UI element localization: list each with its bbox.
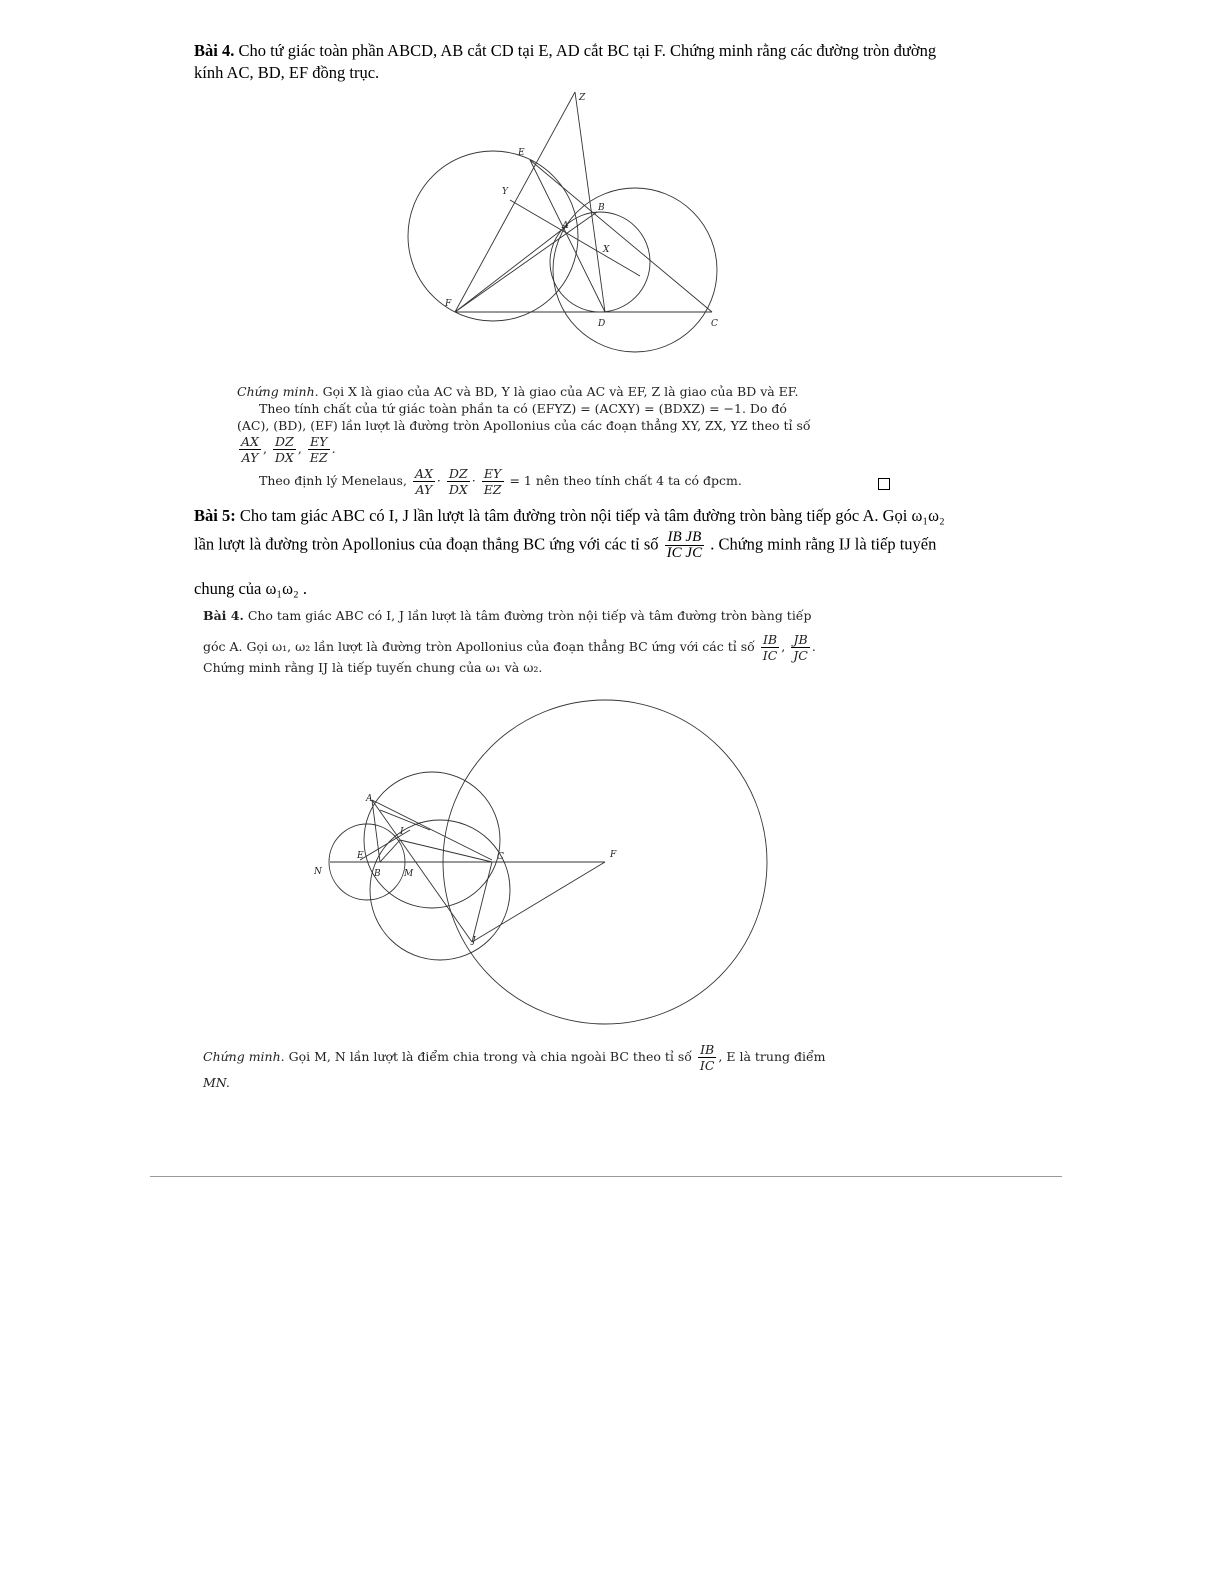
- proof-4-text-1: Gọi X là giao của AC và BD, Y là giao của AC và EF, Z là giao của BD và EF.: [322, 384, 799, 399]
- fig2-label-m: M: [404, 869, 414, 879]
- problem-4-line-1: [194, 40, 936, 62]
- menelaus-ax-ay: $\frac{AX}{AY}$: [414, 466, 433, 497]
- proof-4-line-4: Theo định lý Menelaus, $\frac{AX}{AY}$ · $\frac{DZ}{DX}$ · $\frac{EY}{EZ}$ = 1 nên theo tính chất 4 ta có đpcm.: [259, 466, 742, 497]
- problem-5-line-3: chung của ω₁ω₂ .: [194, 579, 307, 598]
- proof-4-label: Chứng minh.: [237, 384, 319, 399]
- problem-4-text: Cho tứ giác toàn phần ABCD, AB cắt CD tại E, AD cắt BC tại F. Chứng minh rằng các đường tròn đường: [238, 41, 937, 60]
- problem-5-line-2: lần lượt là đường tròn Apollonius của đoạn thẳng BC ứng với các tỉ số $\frac{\text{IB JB}}{\text{IC JC}}$ . Chứng minh rằng IJ là tiếp tuyến: [194, 529, 937, 561]
- fig2-label-f: F: [610, 850, 617, 860]
- label-y: Y: [502, 187, 508, 197]
- fig2-label-a: A: [366, 794, 373, 804]
- circle-upper: [364, 772, 500, 908]
- scan-ratio-ib-ic: $\frac{IB}{IC}$: [762, 632, 778, 663]
- figure-complete-quadrilateral: [400, 82, 730, 357]
- proof-4-line-2: Theo tính chất của tứ giác toàn phần ta có (EFYZ) = (ACXY) = (BDXZ) = −1. Do đó: [259, 401, 787, 416]
- problem-5-line-1: Bài 5: Cho tam giác ABC có I, J lần lượt là tâm đường tròn nội tiếp và tâm đường tròn bàng tiếp góc A. Gọi ω₁ω₂: [194, 506, 945, 525]
- problem-5-heading: Bài 5:: [194, 506, 236, 525]
- proof-5-line-2: MN.: [203, 1075, 230, 1090]
- fig2-label-n: N: [314, 867, 322, 877]
- label-a: A: [562, 221, 569, 231]
- proof-4-ratios: $\frac{AX}{AY}$ , $\frac{DZ}{DX}$ , $\frac{EY}{EZ}$ .: [241, 434, 336, 465]
- label-x: X: [603, 245, 610, 255]
- figure-apollonius-circles: [310, 695, 780, 1030]
- page-separator: [150, 1176, 1062, 1177]
- label-z: Z: [579, 93, 586, 103]
- menelaus-ey-ez: $\frac{EY}{EZ}$: [483, 466, 502, 497]
- fig2-label-i: I: [400, 827, 404, 837]
- fig2-label-e: E: [357, 851, 364, 861]
- menelaus-dz-dx: $\frac{DZ}{DX}$: [448, 466, 468, 497]
- label-c: C: [711, 319, 718, 329]
- fig2-label-j: J: [472, 936, 476, 946]
- ratio-dz-dx: $\frac{DZ}{DX}$: [274, 434, 294, 465]
- circle-ac: [553, 188, 717, 352]
- proof-5-label: Chứng minh.: [203, 1049, 285, 1064]
- proof-4-line-3: (AC), (BD), (EF) lần lượt là đường tròn Apollonius của các đoạn thẳng XY, ZX, YZ theo tỉ số: [237, 418, 811, 433]
- scan-4-line-3: Chứng minh rằng IJ là tiếp tuyến chung của ω₁ và ω₂.: [203, 660, 543, 675]
- scan-ratio-jb-jc: $\frac{JB}{JC}$: [793, 632, 808, 663]
- label-d: D: [598, 319, 606, 329]
- problem-4-heading: Bài 4.: [194, 41, 235, 60]
- problem-4-line-2: kính AC, BD, EF đồng trục.: [194, 63, 380, 82]
- ratio-ax-ay: $\frac{AX}{AY}$: [241, 434, 259, 465]
- circle-ef: [408, 151, 578, 321]
- qed-square: [878, 478, 890, 490]
- label-f: F: [445, 299, 452, 309]
- scan-4-heading: Bài 4.: [203, 608, 244, 623]
- ratio-ey-ez: $\frac{EY}{EZ}$: [309, 434, 328, 465]
- fig2-label-b: B: [374, 869, 381, 879]
- scan-4-line-1: Bài 4. Cho tam giác ABC có I, J lần lượt là tâm đường tròn nội tiếp và tâm đường tròn bàng tiếp: [203, 608, 812, 623]
- fig2-label-c: C: [497, 852, 504, 862]
- proof-5-line-1: Chứng minh. Gọi M, N lần lượt là điểm chia trong và chia ngoài BC theo tỉ số $\frac{IB}{IC}$ , E là trung điểm: [203, 1042, 826, 1073]
- label-b: B: [598, 203, 605, 213]
- omega-symbols: ω₁ω₂: [911, 506, 945, 525]
- ratio-ib-jb: $\frac{\text{IB JB}}{\text{IC JC}}$: [666, 529, 703, 561]
- scan-4-line-2: góc A. Gọi ω₁, ω₂ lần lượt là đường tròn Apollonius của đoạn thẳng BC ứng với các tỉ số $\frac{IB}{IC}$ , $\frac{JB}{JC}$ .: [203, 632, 816, 663]
- proof-5-ratio: $\frac{IB}{IC}$: [699, 1042, 715, 1073]
- proof-4-line-1: [237, 384, 799, 399]
- label-e: E: [518, 148, 525, 158]
